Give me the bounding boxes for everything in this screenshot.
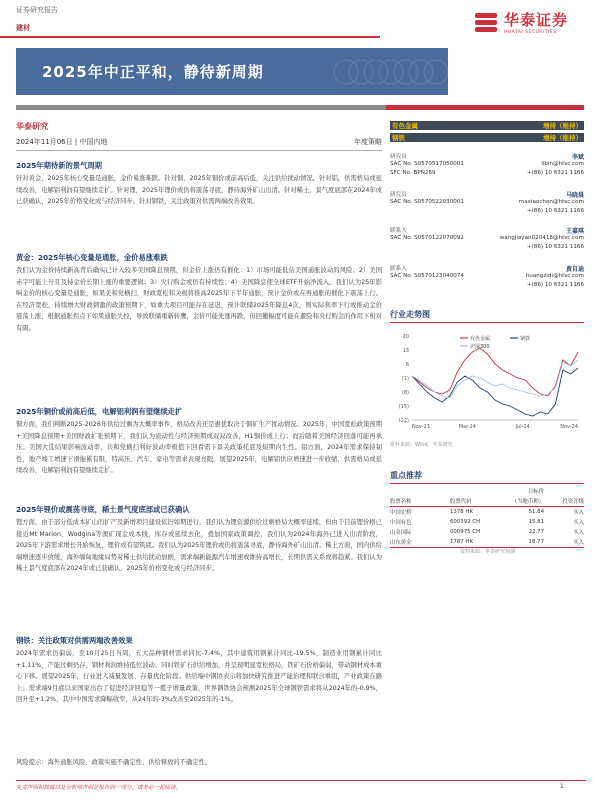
report-type: 证券研究报告: [16, 6, 58, 14]
y-tick-label: (8): [401, 390, 409, 396]
section-3-title: 2025年铜价或前高后低，电解铝利润有望继续走扩: [16, 407, 183, 416]
rating-value: 增持（维持）: [543, 134, 582, 142]
analyst-phone: +(86) 10 6321 1166: [526, 282, 584, 288]
rating-row-1: [390, 121, 584, 130]
report-title: 2025年中正平和，静待新周期: [42, 63, 264, 81]
section-4-title: 2025年锂价或震荡寻底，稀土景气度底部或已获确认: [16, 505, 190, 514]
series-line-0: [412, 348, 578, 396]
section-3-text: 铜方面，我们判断2025-2026年供给过剩为大概率事件，格局改善还是惠优取决于铜矿生产扰动情况。2025年，中国宽松政策预期+美国降息预期+美国财政扩张预期下，我们认为流动性与经济预期或双双改善，H1铜价或上行；而后随着美国经济回落可能再承压。美国大选结果影响波动率，共和党横扫利好波动率极值下回看需下景关政策托底及短期内生性。铝方面，2024年需求保持韧性，地产竣工增速下滑拖累有限，特高压、汽车、家电等需求表现亮眼。展望2025年，电解铝供应增速进一步收缩，供需格局或延续改善，电解铝利润有望继续走扩。: [16, 421, 382, 474]
company-name-en: HUATAI SECURITIES: [504, 30, 557, 35]
rec-target: 22.77: [528, 529, 544, 535]
rec-header: 股票名称: [390, 499, 412, 505]
huatai-logo-icon: [474, 10, 498, 34]
rec-rating: 买入: [573, 520, 584, 526]
risk-note: 风险提示：海外通胀风险、政策实施不确定性、供给释放的不确定性。: [16, 759, 212, 766]
y-tick-label: 20: [402, 334, 409, 340]
analyst-sac: SAC No. S0570122070092: [390, 235, 464, 241]
rec-source: 资料来源：华泰研究预测: [460, 549, 516, 555]
analyst-email[interactable]: maxiaochen@htsc.com: [518, 199, 584, 205]
analyst-email[interactable]: huangzidi@htsc.com: [525, 273, 584, 279]
company-logo: [474, 8, 594, 44]
rating-sector: 钢铁: [392, 134, 405, 142]
rec-header: 股票代码: [450, 499, 472, 505]
y-tick-label: 6: [405, 362, 409, 368]
chart-section-divider: [390, 322, 584, 323]
rec-section-divider: [390, 483, 584, 484]
date-divider: [16, 150, 382, 151]
analyst-role: 联系人: [390, 266, 407, 272]
rec-name: 山东黄金: [390, 540, 412, 546]
rec-code: 000975 CH: [450, 529, 481, 535]
footer-divider: [16, 780, 586, 781]
footer-disclaimer: 免责声明和披露以及分析师声明是报告的一部分，请务必一起阅读。: [16, 785, 182, 791]
rec-code: 1787 HK: [450, 539, 474, 545]
analyst-email[interactable]: wangjiayan020418@htsc.com: [499, 235, 584, 241]
title-banner: [16, 48, 448, 95]
rec-rating: 买入: [573, 540, 584, 546]
date-row: 2024年11月06日 | 中国内地 年度策略: [16, 138, 382, 146]
analyst-3: [390, 226, 584, 254]
x-tick-label: Jul-24: [515, 424, 530, 430]
table-row: [390, 537, 584, 548]
analyst-sac: SAC No. S0570123040074: [390, 273, 464, 279]
chart-source: 资料来源：Wind，华泰研究: [390, 442, 453, 448]
analyst-phone: +(86) 10 6321 1166: [526, 170, 584, 176]
y-tick-label: (15): [398, 404, 409, 410]
report-region: 中国内地: [79, 138, 108, 146]
analyst-role: 研究员: [390, 192, 407, 198]
rating-row-2: [390, 133, 584, 142]
rating-value: 增持（维持）: [543, 122, 582, 130]
rec-rating: 买入: [573, 510, 584, 516]
title-underline-red: [386, 105, 584, 110]
analyst-role: 联系人: [390, 228, 407, 234]
section-2-text: 我们认为金价持续新高背后确实已计入较多美国降息预期，但金价上涨仍有催化：1）市场可能低估美国通胀波动的风险；2）美国赤字可能上升且及持金价长期上涨的重要逻辑；3）央行购金或仍有持续性；4）美国降息使全球ETF开始净流入。我们认为25年影响金价的核心变量是通胀，如果美和党横扫，财政宽松和关税将推高2025年下半年通胀，预计金价或在再通胀的催化下震荡上行。在经济宽松，持续增大财政刺激的政策预期下，如重大项目可能存在延迟，预计联储2025年降息4次，则实际利率下行或推动金价震荡上涨，根据通胀拐点下如果通胀失控，导致联储重新转鹰，金价可能先涨再跌，但回撤幅度可能在避险和央行购金的作用下相对有限。: [16, 267, 382, 332]
analyst-2: [390, 190, 584, 218]
series-line-1: [412, 368, 578, 416]
y-tick-label: 13: [402, 348, 409, 354]
report-category: 建材: [16, 24, 30, 32]
report-kind: 年度策略: [354, 138, 382, 146]
y-tick-label: (22): [398, 418, 409, 424]
header-divider: [0, 36, 380, 38]
x-tick-label: Nov-24: [560, 424, 578, 430]
analyst-sac: SAC No. S0570522030001: [390, 199, 464, 205]
rec-target: 15.81: [528, 519, 544, 525]
title-underline-grey: [16, 105, 386, 110]
x-tick-label: Nov-23: [412, 424, 430, 430]
rec-unit: 目标价: [527, 489, 544, 495]
analyst-email[interactable]: libin@htsc.com: [541, 161, 584, 167]
section-5-title: 钢铁：关注政策对供需两端改善效果: [16, 636, 133, 645]
table-row: [390, 507, 584, 518]
table-row: [390, 517, 584, 527]
section-1-title: 2025年期待新的景气周期: [16, 161, 102, 170]
y-tick-label: (1): [401, 376, 409, 382]
section-1-text: 针对黄金，2025年核心变量是通胀，金价易涨难跌。针对铜，2025年铜价或前高后低，关注供给扰动情况。针对铝，供需格局或延续改善，电解铝利润有望继续走扩。针对锂，2025年锂价或仍将震荡寻底，静待海外矿山出清。针对稀土，景气度底部在2024年或已获确认，2025年价格变化或与经济同步。针对钢铁，关注政策对供需两端改善效果。: [16, 175, 382, 205]
rec-section-title: 重点推荐: [390, 471, 422, 480]
x-tick-label: Mar-24: [458, 424, 476, 430]
legend-label: 钢铁: [520, 336, 531, 342]
analyst-phone: +(86) 10 6321 1166: [526, 208, 584, 214]
report-date: 2024年11月06日: [16, 138, 73, 146]
rec-target: 51.84: [528, 509, 544, 515]
section-4-text: 锂方面，由于部分低成本矿山的扩产及新增项目建设依旧如期进行，我们认为锂资源供给过剩格局大概率延续，但由于目前锂价格已接近Mt Marion、Wodgina等澳矿现金成本线，库存或延续去化，叠加国家政策调控，我们认为2024年海外已进入出清阶段，2025年下游需求增长开始恢复，锂价或有望筑底。我们认为2025年锂价或仍将震荡寻底，静待海外矿山出清。稀土方面，国内供给端增速逐步放缓，海外缅甸地缘局势对稀土供给扰动加剧，需求端新能源汽车增速或维持高增长，长期供需关系或将趋紧。我们认为稀土景气度底部在2024年或已获确认，2025年价格变化或与经济同步。: [16, 519, 382, 572]
rec-rating: 买入: [573, 530, 584, 536]
analyst-4: [390, 264, 584, 292]
analyst-sfc: SFC No. BPN269: [390, 170, 436, 176]
rec-table: [390, 486, 584, 548]
rec-header: （当地币种）: [511, 499, 544, 505]
rec-code: 1378 HK: [450, 509, 474, 515]
chart-section-title: 行业走势图: [390, 310, 430, 319]
company-name-cn: 华泰证券: [504, 11, 569, 29]
rec-name: 中国宏桥: [390, 510, 412, 516]
industry-trend-chart: [390, 332, 584, 436]
rec-header: 投资评级: [562, 499, 584, 505]
analyst-name: 王嘉琪: [565, 228, 584, 235]
research-org: 华泰研究: [16, 122, 48, 131]
page-number: 1: [560, 783, 564, 790]
analyst-1: [390, 152, 584, 180]
legend-label: 沪深300: [470, 344, 490, 350]
analyst-name: 李斌: [571, 154, 584, 161]
rec-name: 山金国际: [390, 530, 412, 536]
rec-code: 600392 CH: [450, 519, 481, 525]
rec-target: 18.77: [528, 539, 544, 545]
table-row: [390, 527, 584, 537]
rating-sector: 有色金属: [392, 122, 418, 130]
rec-table-wrap: [390, 486, 584, 548]
analyst-role: 研究员: [390, 154, 407, 160]
section-5-text: 2024年需求仍偏弱，至10月25日当周，五大品种钢材需求同比-7.4%，其中建筑用钢累计同比-19.5%，制造业用钢累计同比+1.11%，产能过剩仍存，钢材利润维持低位波动。同时铁矿石供给增加，并呈现明显宽松格局，铁矿石价格偏弱，带动钢材成本重心下移。展望2025年，行业进入减量发展、存量优化阶段。供给端中钢协表示将加快研究推进产能治理和联合重组，产业政策在路上；需求端9月底以来国家出台了促进经济回稳等一揽子增量政策，世界钢铁协会预测2025年全球钢铁需求将从2024年的-0.9%，回升至+1.2%，其中中国需求降幅收窄，从24年的-3%改善至2025年的-1%。: [16, 650, 382, 703]
analyst-name: 马晓晨: [565, 192, 584, 199]
analyst-sac: SAC No. S0570517050001: [390, 161, 464, 167]
legend-label: 有色金属: [470, 336, 491, 342]
trend-chart-svg: [390, 332, 584, 436]
analyst-name: 黄自迪: [565, 266, 584, 273]
analyst-phone: +(86) 10 6321 1166: [526, 244, 584, 250]
section-2-title: 黄金：2025年核心变量是通胀，金价易涨难跌: [16, 253, 168, 262]
rec-name: 中国有色: [390, 520, 412, 526]
